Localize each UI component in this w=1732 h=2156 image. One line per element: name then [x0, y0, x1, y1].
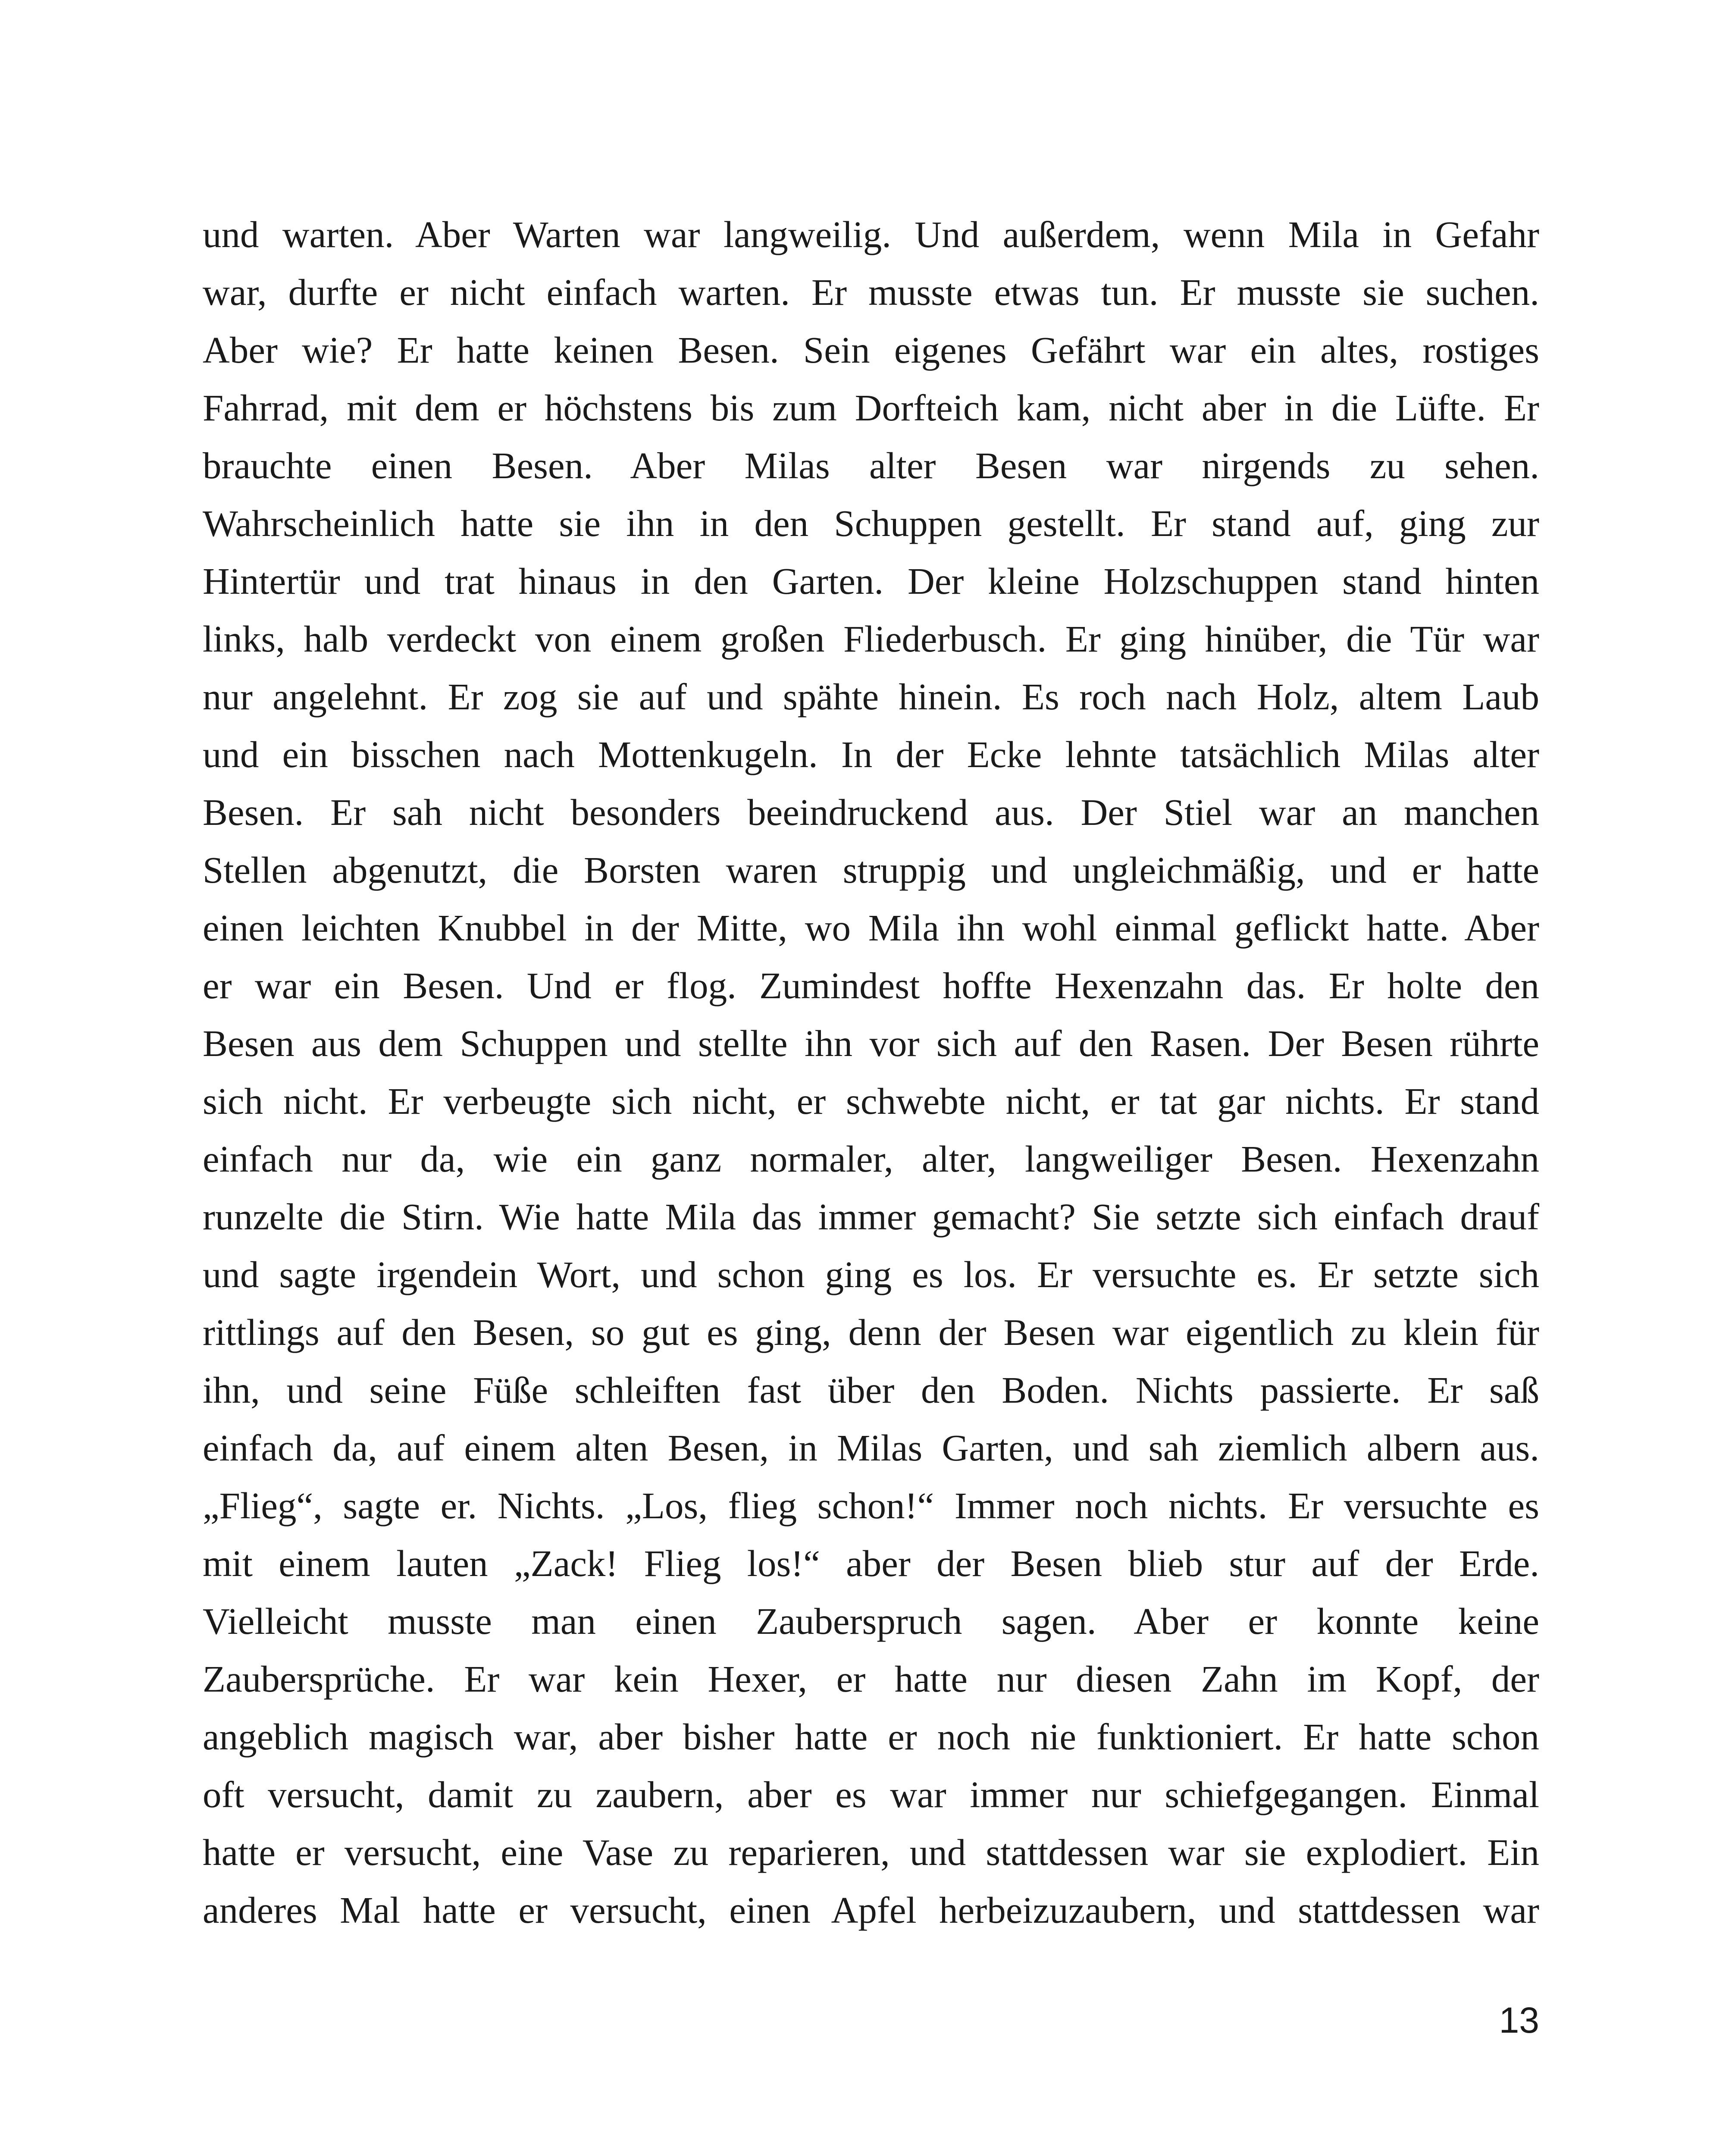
text-line: er war ein Besen. Und er flog. Zumindest hoffte Hexenzahn das. Er holte den — [203, 965, 1539, 1006]
text-line: und sagte irgendein Wort, und schon ging es los. Er versuchte es. Er setzte sich — [203, 1253, 1539, 1295]
text-line: einfach da, auf einem alten Besen, in Milas Garten, und sah ziemlich albern aus. — [203, 1427, 1539, 1469]
text-line: mit einem lauten „Zack! Flieg los!“ aber der Besen blieb stur auf der Erde. — [203, 1542, 1539, 1584]
text-line: hatte er versucht, eine Vase zu reparieren, und stattdessen war sie explodiert. Ein — [203, 1831, 1539, 1873]
text-line: sich nicht. Er verbeugte sich nicht, er schwebte nicht, er tat gar nichts. Er stand — [203, 1080, 1539, 1122]
text-line: und warten. Aber Warten war langweilig. Und außerdem, wenn Mila in Gefahr — [203, 213, 1539, 255]
text-line: war, durfte er nicht einfach warten. Er musste etwas tun. Er musste sie suchen. — [203, 271, 1539, 313]
body-text — [203, 206, 1539, 1939]
text-line: und ein bisschen nach Mottenkugeln. In der Ecke lehnte tatsächlich Milas alter — [203, 733, 1539, 775]
text-line: links, halb verdeckt von einem großen Fliederbusch. Er ging hinüber, die Tür war — [203, 618, 1539, 660]
text-line: einen leichten Knubbel in der Mitte, wo Mila ihn wohl einmal geflickt hatte. Aber — [203, 907, 1539, 949]
text-line: einfach nur da, wie ein ganz normaler, alter, langweiliger Besen. Hexenzahn — [203, 1138, 1539, 1180]
text-line: „Flieg“, sagte er. Nichts. „Los, flieg schon!“ Immer noch nichts. Er versuchte es — [203, 1485, 1539, 1526]
text-line: angeblich magisch war, aber bisher hatte er noch nie funktioniert. Er hatte schon — [203, 1716, 1539, 1758]
text-line: Zaubersprüche. Er war kein Hexer, er hatte nur diesen Zahn im Kopf, der — [203, 1658, 1539, 1700]
text-line: oft versucht, damit zu zaubern, aber es war immer nur schiefgegangen. Einmal — [203, 1774, 1539, 1815]
text-line: Aber wie? Er hatte keinen Besen. Sein eigenes Gefährt war ein altes, rostiges — [203, 329, 1539, 371]
page-number: 13 — [1499, 2000, 1539, 2040]
text-line: Vielleicht musste man einen Zauberspruch sagen. Aber er konnte keine — [203, 1600, 1539, 1642]
text-line: ihn, und seine Füße schleiften fast über den Boden. Nichts passierte. Er saß — [203, 1369, 1539, 1411]
text-line: nur angelehnt. Er zog sie auf und spähte hinein. Es roch nach Holz, altem Laub — [203, 676, 1539, 718]
text-line: Stellen abgenutzt, die Borsten waren struppig und ungleichmäßig, und er hatte — [203, 849, 1539, 891]
text-line: anderes Mal hatte er versucht, einen Apfel herbeizuzaubern, und stattdessen war — [203, 1889, 1539, 1931]
text-line: runzelte die Stirn. Wie hatte Mila das immer gemacht? Sie setzte sich einfach drauf — [203, 1196, 1539, 1238]
text-line: Wahrscheinlich hatte sie ihn in den Schuppen gestellt. Er stand auf, ging zur — [203, 502, 1539, 544]
text-line: rittlings auf den Besen, so gut es ging, denn der Besen war eigentlich zu klein für — [203, 1311, 1539, 1353]
text-line: brauchte einen Besen. Aber Milas alter Besen war nirgends zu sehen. — [203, 445, 1539, 486]
text-line: Hintertür und trat hinaus in den Garten. Der kleine Holzschuppen stand hinten — [203, 560, 1539, 602]
text-line: Besen aus dem Schuppen und stellte ihn vor sich auf den Rasen. Der Besen rührte — [203, 1022, 1539, 1064]
text-line: Besen. Er sah nicht besonders beeindruckend aus. Der Stiel war an manchen — [203, 791, 1539, 833]
text-line: Fahrrad, mit dem er höchstens bis zum Dorfteich kam, nicht aber in die Lüfte. Er — [203, 387, 1539, 429]
